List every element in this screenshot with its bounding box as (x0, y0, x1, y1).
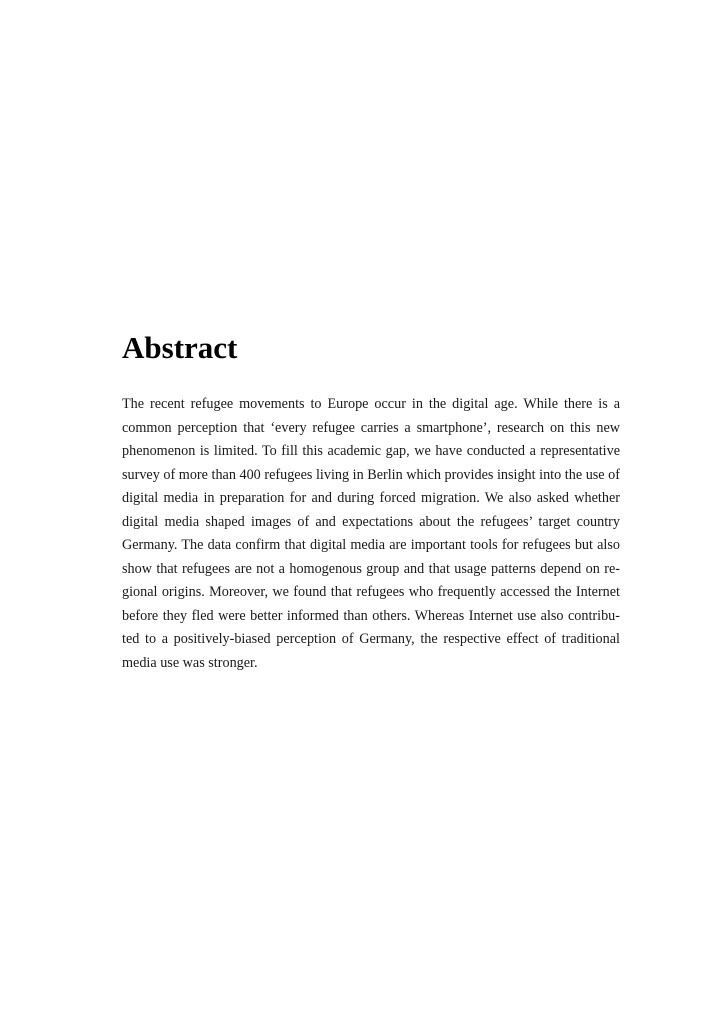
abstract-paragraph: The recent refugee movements to Europe occur in the digital age. While there is a common perception that ‘every refugee carries a smartphone’, research on this new phenomenon is limited. To fill this academic gap, we have conducted a representative survey of more than 400 refugees living in Berlin which provides insight into the use of digital media in preparation for and during forced migration. We also asked whether digital media shaped images of and expectations about the refugees’ target country Germany. The data confirm that digital media are important tools for refugees but also show that refugees are not a homogenous group and that usage patterns depend on regional origins. Moreover, we found that refugees who frequently accessed the Internet before they fled were better informed than others. Whereas Internet use also contributed to a positively-biased perception of Germany, the respective effect of traditional media use was stronger. (122, 396, 620, 671)
abstract-heading: Abstract (122, 330, 238, 365)
